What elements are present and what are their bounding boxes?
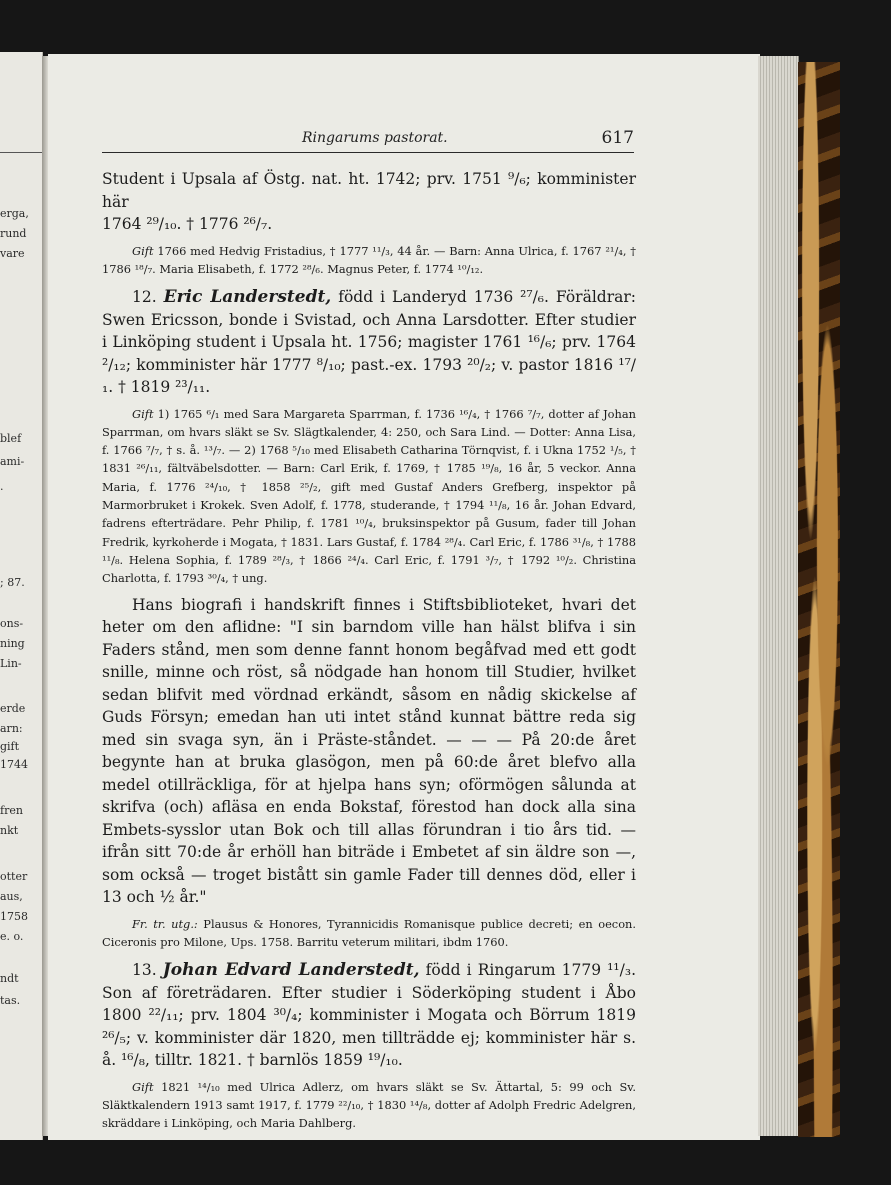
left-fragment: 1758 bbox=[0, 910, 28, 923]
page-text bbox=[102, 168, 636, 1133]
entry-11-marriage-text: 1766 med Hedvig Fristadius, † 1777 ¹¹/₃, 44 år. — Barn: Anna Ulrica, f. 1767 ²¹/₄, † 1786 ¹⁸/₇. Maria Elisabeth, f. 1772 ²⁸/₆. Magnus Peter, f. 1774 ¹⁰/₁₂. bbox=[102, 243, 636, 276]
left-fragment: rund bbox=[0, 227, 27, 240]
left-fragment: erga, bbox=[0, 207, 29, 220]
entry-12-heading bbox=[102, 286, 636, 399]
left-fragment: ami- bbox=[0, 455, 25, 468]
page-edges bbox=[758, 56, 799, 1136]
gift-label: Gift bbox=[132, 406, 154, 421]
entry-13-body: född i Ringarum 1779 ¹¹/₃. Son af företrädaren. Efter studier i Söderköping student i Åbo 1800 ²²/₁₁; prv. 1804 ³⁰/₄; komminister i Mogata och Börrum 1819 ²⁶/₅; v. komminister där 1820, men tillträdde ej; komminister här s. å. ¹⁶/₈, tilltr. 1821. † barnlös 1859 ¹⁹/₁₀. bbox=[102, 961, 636, 1070]
left-fragment: fren bbox=[0, 804, 23, 817]
left-fragment: vare bbox=[0, 247, 25, 260]
left-fragment: tas. bbox=[0, 994, 21, 1007]
page-number: 617 bbox=[601, 128, 634, 148]
left-fragment: e. o. bbox=[0, 930, 24, 943]
entry-11-line-2: 1764 ²⁹/₁₀. † 1776 ²⁶/₇. bbox=[102, 215, 273, 233]
left-fragment: blef bbox=[0, 432, 22, 445]
running-title: Ringarums pastorat. bbox=[302, 130, 448, 146]
entry-11-line-1: Student i Upsala af Östg. nat. ht. 1742; prv. 1751 ⁹/₆; komminister här bbox=[102, 170, 636, 211]
left-fragment: ning bbox=[0, 637, 25, 650]
left-fragment: ons- bbox=[0, 617, 24, 630]
left-fragment: ; 87. bbox=[0, 576, 25, 589]
left-fragment: otter bbox=[0, 870, 28, 883]
entry-12-writings bbox=[102, 915, 636, 952]
left-fragment: nkt bbox=[0, 824, 19, 837]
entry-12-writings-text: Plausus & Honores, Tyrannicidis Romanisque publice decreti; en oecon. Ciceronis pro Milone, Ups. 1758. Barritu veterum militari, ibdm 1760. bbox=[102, 916, 637, 949]
left-fragment: 1744 bbox=[0, 758, 28, 771]
left-fragment: Lin- bbox=[0, 657, 22, 670]
left-page-rule bbox=[0, 152, 42, 153]
page-header bbox=[102, 128, 634, 153]
left-fragment: aus, bbox=[0, 890, 23, 903]
left-fragment: arn: bbox=[0, 722, 23, 735]
marbled-cover bbox=[798, 62, 840, 1137]
entry-12-biography: Hans biografi i handskrift finnes i Stiftsbiblioteket, hvari det heter om den aflidne: "I sin barndom ville han hälst blifva i sin Faders stånd, men som denne fannt honom begåfvad med ett godt snille, minne och röst, så nödgade han honom till Studier, hvilket sedan blifvit med vördnad erkändt, såsom en nådig skickelse af Guds Försyn; emedan han uti intet stånd kunnat bättre reda sig med sin svaga syn, än i Präste-ståndet. — — — På 20:de året begynte han at bruka glasögon, men på 60:de året blefvo alla medel otillräckliga, för at hjelpa hans syn; oförmögen sålunda at skrifva (och) afläsa en enda Bokstaf, förestod han dock alla sina Embets-sysslor utan Bok och till allas förundran i tio års tid. — ifrån sitt 70:de år erhöll han biträde i Embetet af sin äldre son —, som också — troget bistått sin gamle Fader till dennes död, eller i 13 och ½ år." bbox=[102, 595, 636, 907]
entry-12-name: Eric Landerstedt, bbox=[163, 287, 332, 308]
entry-12-marriage-text: 1) 1765 ⁶/₁ med Sara Margareta Sparrman, f. 1736 ¹⁶/₄, † 1766 ⁷/₇, dotter af Johan Sparrman, om hvars släkt se Sv. Slägtkalender, 4: 250, och Sara Lind. — Dotter: Anna Lisa, f. 1766 ⁷/₇, † s. å. ¹³/₇. — 2) 1768 ⁵/₁₀ med Elisabeth Catharina Törnqvist, f. i Ukna 1752 ¹/₅, † 1831 ²⁶/₁₁, fältväbelsdotter. — Barn: Carl Erik, f. 1769, † 1785 ¹⁹/₈, 16 år, 5 veckor. Anna Maria, f. 1776 ²⁴/₁₀, † 1858 ²⁵/₂, gift med Gustaf Anders Grefberg, inspektor på Marmorbruket i Krokek. Sven Adolf, f. 1778, studerande, † 1794 ¹¹/₈, 16 år. Johan Edvard, fadrens efterträdare. Pehr Philip, f. 1781 ¹⁰/₄, bruksinspektor på Gusum, fader till Johan Fredrik, kyrkoherde i Mogata, † 1831. Lars Gustaf, f. 1784 ²⁸/₄. Carl Eric, f. 1786 ³¹/₈, † 1788 ¹¹/₈. Helena Sophia, f. 1789 ²⁸/₃, † 1866 ²⁴/₄. Carl Eric, f. 1791 ³/₇, † 1792 ¹⁰/₂. Christina Charlotta, f. 1793 ³⁰/₄, † ung. bbox=[102, 406, 636, 586]
entry-13-name: Johan Edvard Landerstedt, bbox=[162, 960, 420, 981]
entry-12-body: född i Landeryd 1736 ²⁷/₆. Föräldrar: Swen Ericsson, bonde i Svistad, och Anna Larsdotter. Efter studier i Linköping student i Upsala ht. 1756; magister 1761 ¹⁶/₆; prv. 1764 ²/₁₂; komminister här 1777 ⁸/₁₀; past.-ex. 1793 ²⁰/₂; v. pastor 1816 ¹⁷/₁. † 1819 ²³/₁₁. bbox=[102, 288, 636, 397]
entry-11-marriage bbox=[102, 242, 636, 279]
entry-13-heading bbox=[102, 959, 636, 1072]
entry-12-number: 12. bbox=[132, 288, 157, 307]
entry-13-marriage-text: 1821 ¹⁴/₁₀ med Ulrica Adlerz, om hvars släkt se Sv. Ättartal, 5: 99 och Sv. Släktkalendern 1913 samt 1917, f. 1779 ²²/₁₀, † 1830 ¹⁴/₈, dotter af Adolph Fredric Adelgren, skräddare i Linköping, och Maria Dahlberg. bbox=[102, 1079, 637, 1131]
gift-label: Gift bbox=[132, 1079, 154, 1094]
left-page-edge bbox=[0, 52, 43, 1140]
writings-label: Fr. tr. utg.: bbox=[132, 916, 198, 931]
entry-12-marriage bbox=[102, 405, 636, 588]
left-fragment: . bbox=[0, 480, 4, 493]
left-fragment: erde bbox=[0, 702, 26, 715]
left-fragment: ndt bbox=[0, 972, 19, 985]
entry-13-marriage bbox=[102, 1078, 636, 1133]
left-fragment: gift bbox=[0, 740, 20, 753]
entry-13-number: 13. bbox=[132, 961, 157, 980]
gift-label: Gift bbox=[132, 243, 154, 258]
